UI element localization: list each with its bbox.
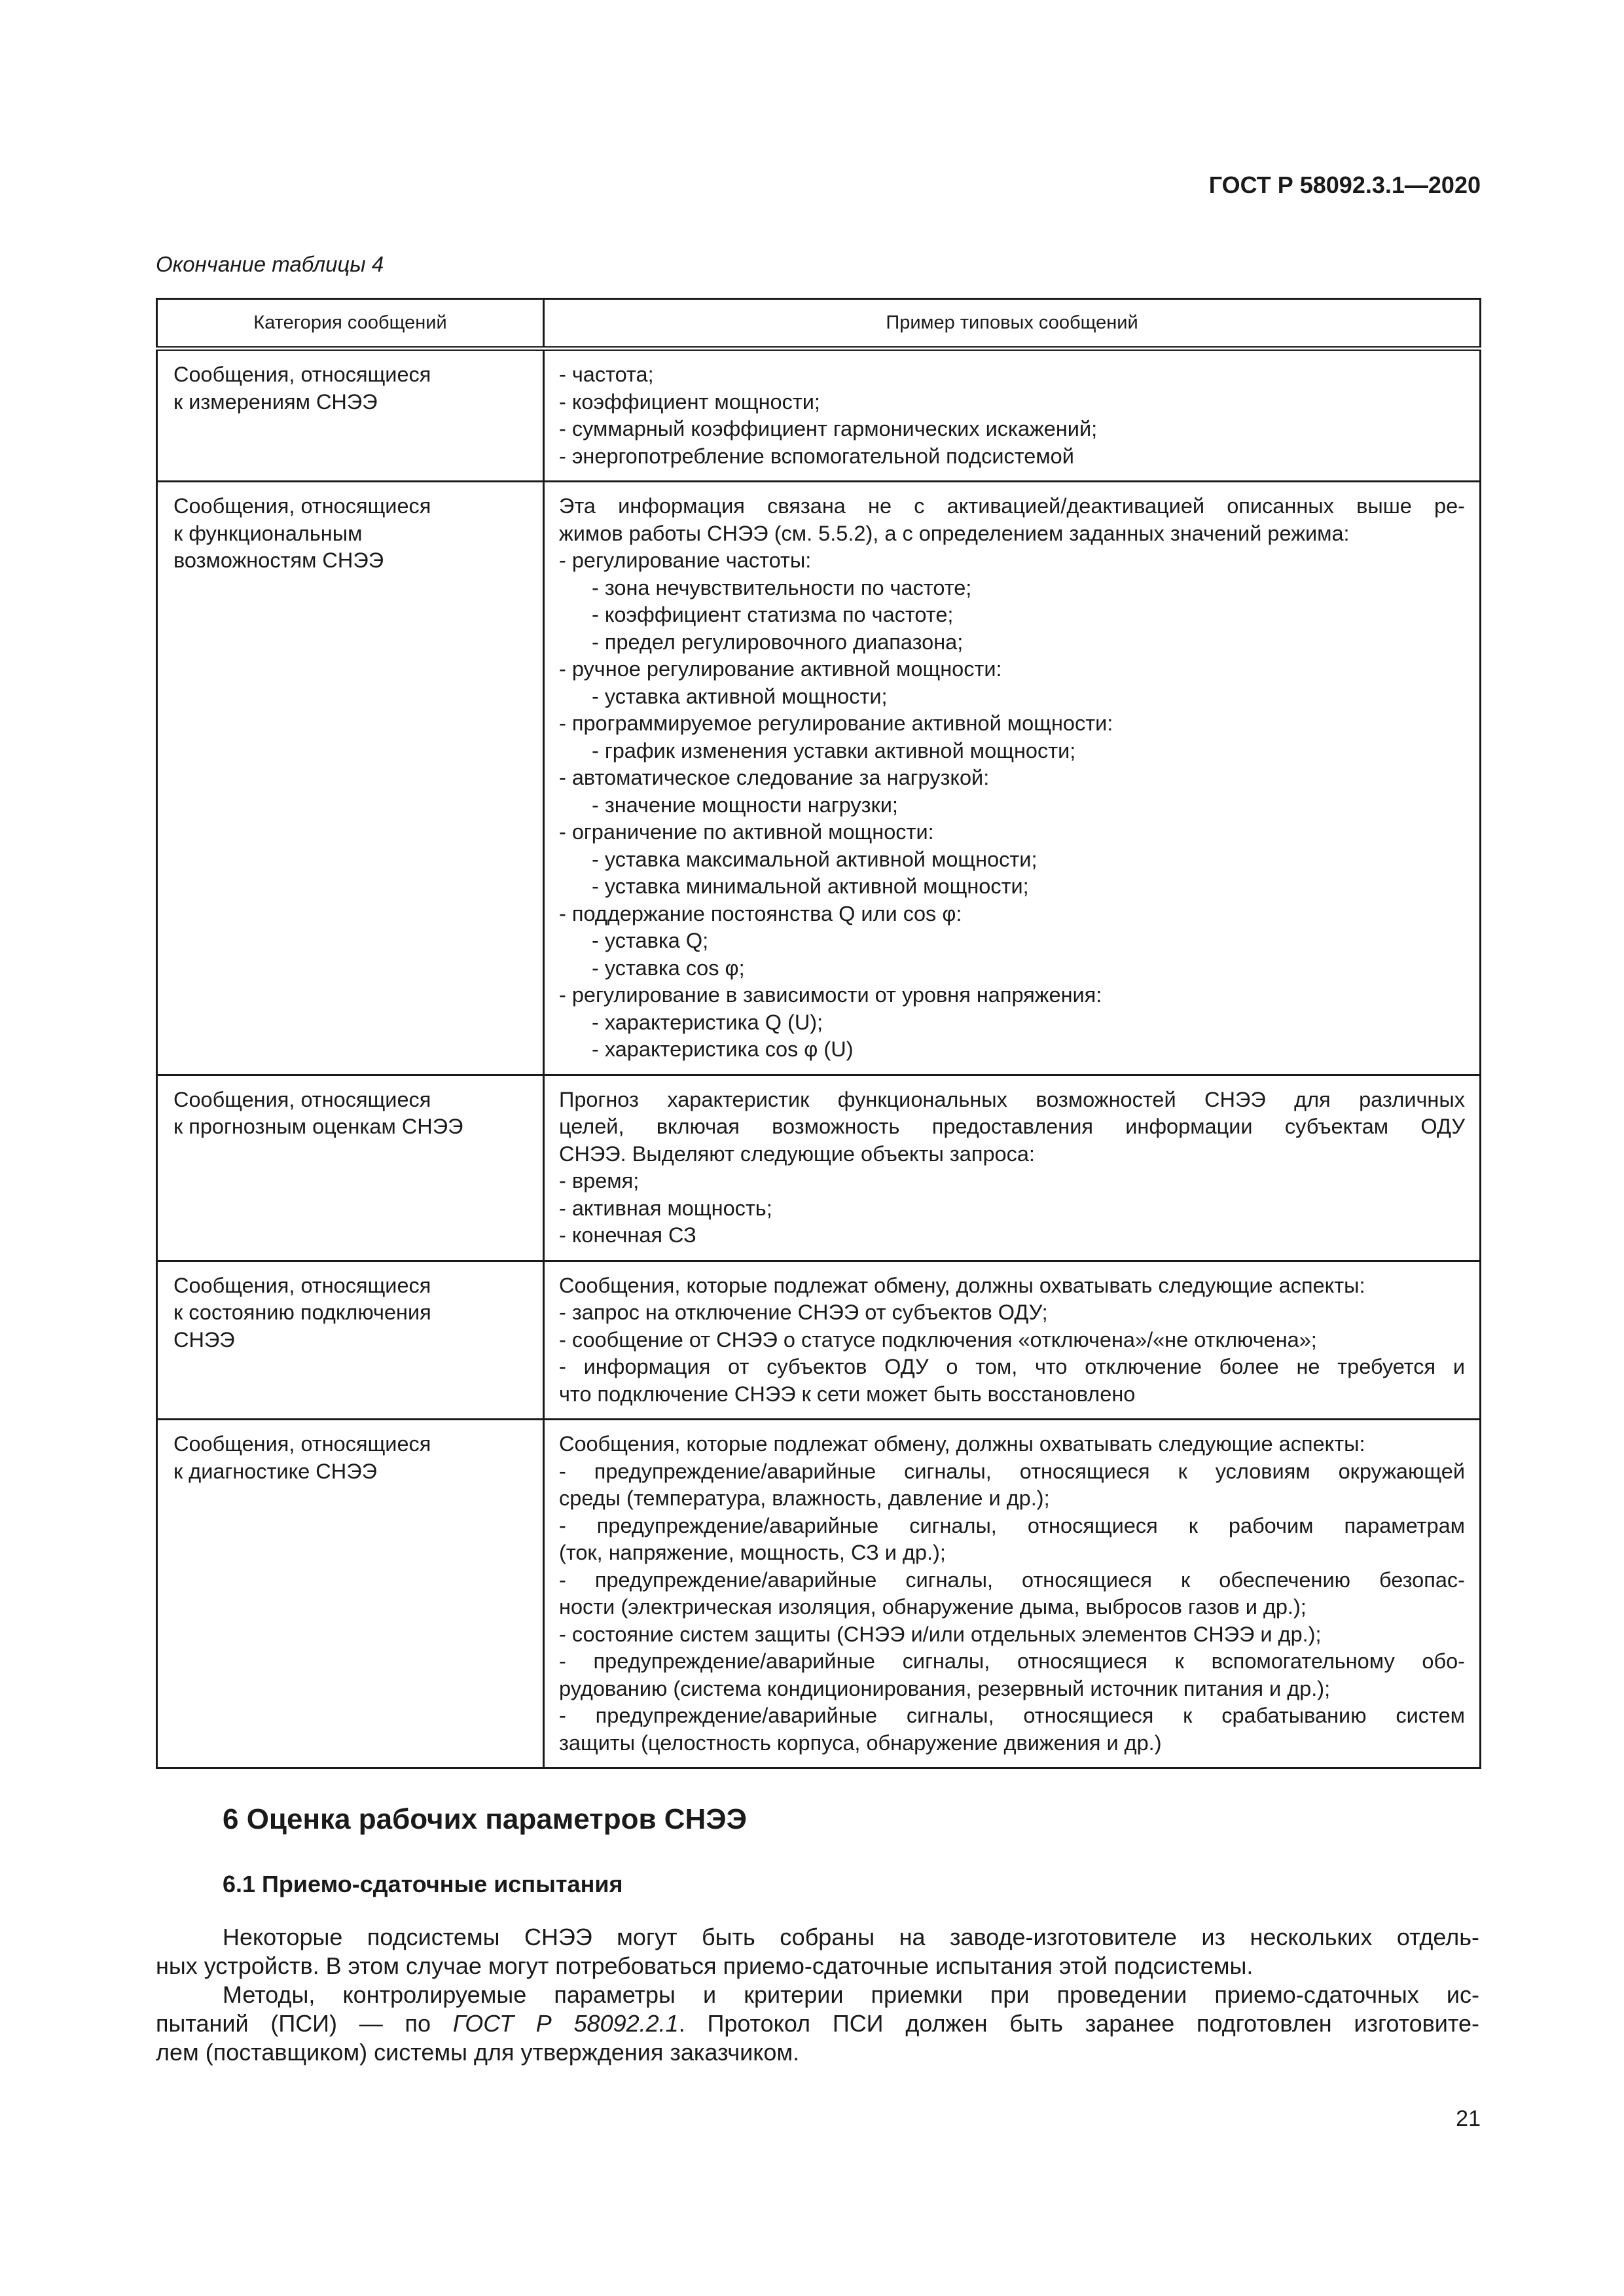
list-item: - время;: [559, 1169, 640, 1193]
category-line: к функциональным: [173, 521, 363, 545]
table-caption: Окончание таблицы 4: [156, 252, 384, 276]
examples-cell: [544, 482, 1481, 1075]
category-line: к состоянию подключения: [173, 1300, 431, 1324]
paragraph: [156, 1981, 1479, 2067]
intro-text-line: жимов работы СНЭЭ (см. 5.5.2), а с определением заданных значений режима:: [559, 521, 1350, 545]
paragraph-line: Методы, контролируемые параметры и критерии приемки при проведении приемо-сдаточных ис-: [223, 1981, 1479, 2008]
list-item: - конечная СЗ: [559, 1223, 696, 1247]
intro-text-line: Сообщения, которые подлежат обмену, должны охватывать следующие аспекты:: [559, 1273, 1365, 1297]
examples-cell: [544, 1420, 1481, 1768]
category-line: к диагностике СНЭЭ: [173, 1459, 377, 1483]
sub-list-item: - предел регулировочного диапазона;: [592, 630, 964, 654]
table-row: [157, 1420, 1481, 1768]
list-item: - поддержание постоянства Q или cos φ:: [559, 901, 962, 925]
standard-reference: ГОСТ Р 58092.2.1: [452, 2010, 679, 2037]
list-item: - запрос на отключение СНЭЭ от субъектов ОДУ;: [559, 1300, 1048, 1324]
list-item: - коэффициент мощности;: [559, 389, 820, 414]
sub-list-item: - уставка активной мощности;: [592, 684, 888, 708]
list-item: - суммарный коэффициент гармонических искажений;: [559, 417, 1098, 440]
document-code: ГОСТ Р 58092.3.1—2020: [1208, 171, 1481, 198]
category-line: Сообщения, относящиеся: [173, 1273, 431, 1297]
category-line: к прогнозным оценкам СНЭЭ: [173, 1115, 463, 1138]
column-header-examples: Пример типовых сообщений: [544, 299, 1481, 349]
category-cell: [157, 1261, 544, 1420]
list-item: - ограничение по активной мощности:: [559, 820, 934, 844]
intro-text-line: Прогноз характеристик функциональных возможностей СНЭЭ для различных: [559, 1087, 1465, 1111]
list-item: - активная мощность;: [559, 1196, 772, 1220]
subsection-title: 6.1 Приемо-сдаточные испытания: [223, 1871, 623, 1897]
list-item: - предупреждение/аварийные сигналы, относящиеся к срабатыванию систем: [559, 1704, 1465, 1727]
table-row: [157, 1261, 1481, 1420]
list-item: - ручное регулирование активной мощности:: [559, 657, 1002, 681]
category-cell: [157, 349, 544, 482]
section-title: 6 Оценка рабочих параметров СНЭЭ: [223, 1803, 747, 1835]
list-item: - частота;: [559, 363, 654, 386]
category-line: Сообщения, относящиеся: [173, 363, 431, 386]
list-item-continuation: ности (электрическая изоляция, обнаружение дыма, выбросов газов и др.);: [559, 1595, 1307, 1619]
list-item: - автоматическое следование за нагрузкой:: [559, 766, 990, 789]
intro-text-line: Эта информация связана не с активацией/деактивацией описанных выше ре-: [559, 494, 1465, 518]
table-row: [157, 1075, 1481, 1261]
category-cell: [157, 1420, 544, 1768]
list-item: - информация от субъектов ОДУ о том, что отключение более не требуется и: [559, 1355, 1465, 1378]
examples-cell: [544, 349, 1481, 482]
list-item-continuation: что подключение СНЭЭ к сети может быть восстановлено: [559, 1382, 1136, 1406]
sub-list-item: - зона нечувствительности по частоте;: [592, 575, 972, 600]
category-line: СНЭЭ: [173, 1327, 235, 1352]
sub-list-item: - уставка минимальной активной мощности;: [592, 874, 1029, 898]
list-item: - регулирование в зависимости от уровня напряжения:: [559, 983, 1102, 1007]
sub-list-item: - уставка cos φ;: [592, 956, 745, 980]
list-item: - предупреждение/аварийные сигналы, относящиеся к вспомогательному обо-: [559, 1649, 1465, 1673]
category-cell: [157, 1075, 544, 1261]
table-row: [157, 482, 1481, 1075]
examples-cell: [544, 1261, 1481, 1420]
list-item-continuation: рудованию (система кондиционирования, резервный источник питания и др.);: [559, 1676, 1331, 1700]
table-header-row: [157, 299, 1481, 349]
paragraph: [156, 1923, 1479, 1981]
paragraph-text: пытаний (ПСИ) — по: [156, 2010, 453, 2037]
category-line: Сообщения, относящиеся: [173, 494, 431, 518]
list-item: - регулирование частоты:: [559, 548, 812, 572]
list-item: - сообщение от СНЭЭ о статусе подключения «отключена»/«не отключена»;: [559, 1327, 1317, 1352]
paragraph-line: Некоторые подсистемы СНЭЭ могут быть собраны на заводе-изготовителе из нескольких отдель-: [223, 1924, 1479, 1950]
list-item: - энергопотребление вспомогательной подсистемой: [559, 444, 1074, 468]
category-line: Сообщения, относящиеся: [173, 1432, 431, 1456]
table-row: [157, 349, 1481, 482]
list-item-continuation: (ток, напряжение, мощность, СЗ и др.);: [559, 1541, 946, 1564]
category-cell: [157, 482, 544, 1075]
list-item: - предупреждение/аварийные сигналы, относящиеся к рабочим параметрам: [559, 1513, 1465, 1537]
sub-list-item: - коэффициент статизма по частоте;: [592, 603, 954, 626]
sub-list-item: - график изменения уставки активной мощности;: [592, 738, 1076, 762]
paragraph-text: . Протокол ПСИ должен быть заранее подготовлен изготовите-: [678, 2010, 1480, 2037]
column-header-category: Категория сообщений: [157, 299, 544, 349]
examples-cell: [544, 1075, 1481, 1261]
sub-list-item: - характеристика cos φ (U): [592, 1037, 854, 1061]
paragraph-line: ных устройств. В этом случае могут потребоваться приемо-сдаточные испытания этой подсистемы.: [156, 1952, 1254, 1979]
intro-text-line: целей, включая возможность предоставления информации субъектам ОДУ: [559, 1115, 1465, 1138]
sub-list-item: - уставка Q;: [592, 929, 709, 952]
sub-list-item: - уставка максимальной активной мощности;: [592, 847, 1038, 871]
list-item: - программируемое регулирование активной мощности:: [559, 711, 1113, 735]
intro-text-line: СНЭЭ. Выделяют следующие объекты запроса:: [559, 1141, 1035, 1166]
list-item-continuation: среды (температура, влажность, давление и др.);: [559, 1486, 1050, 1510]
intro-text-line: Сообщения, которые подлежат обмену, должны охватывать следующие аспекты:: [559, 1432, 1365, 1456]
category-line: Сообщения, относящиеся: [173, 1087, 431, 1111]
list-item: - предупреждение/аварийные сигналы, относящиеся к обеспечению безопас-: [559, 1568, 1465, 1592]
category-line: к измерениям СНЭЭ: [173, 389, 378, 414]
list-item-continuation: защиты (целостность корпуса, обнаружение движения и др.): [559, 1731, 1162, 1755]
paragraph-line: [156, 2009, 1479, 2038]
category-line: возможностям СНЭЭ: [173, 548, 384, 572]
messages-table: [156, 298, 1481, 1769]
list-item: - состояние систем защиты (СНЭЭ и/или отдельных элементов СНЭЭ и др.);: [559, 1622, 1322, 1646]
sub-list-item: - значение мощности нагрузки;: [592, 793, 898, 817]
list-item: - предупреждение/аварийные сигналы, относящиеся к условиям окружающей: [559, 1459, 1465, 1483]
paragraph-line: лем (поставщиком) системы для утверждения заказчиком.: [156, 2039, 800, 2066]
page-number: 21: [1456, 2106, 1481, 2131]
sub-list-item: - характеристика Q (U);: [592, 1010, 823, 1034]
